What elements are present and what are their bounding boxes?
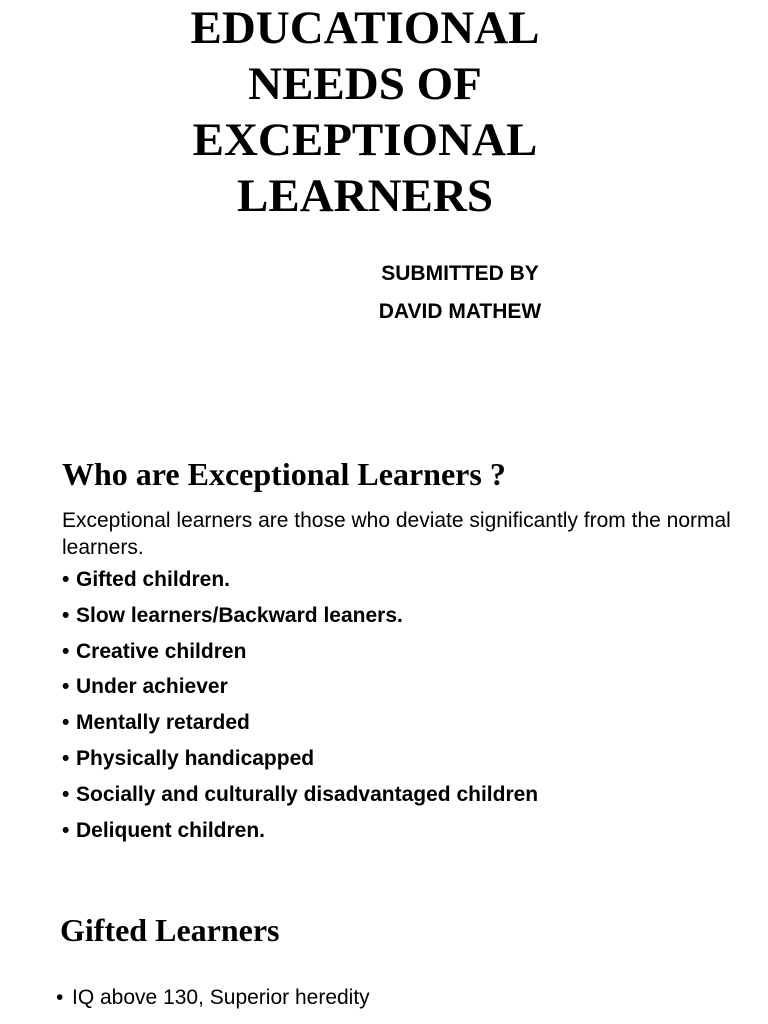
- list-item-text: Slow learners/Backward leaners.: [76, 603, 403, 627]
- submission-info: [330, 255, 590, 331]
- list-item-text: Creative children: [76, 639, 247, 663]
- bullet-icon: •: [62, 746, 70, 770]
- list-item: [62, 745, 538, 781]
- list-item-text: Under achiever: [76, 675, 228, 699]
- list-item-text: Gifted children.: [76, 568, 231, 591]
- list-item: [62, 602, 538, 638]
- bullet-icon: •: [62, 568, 70, 591]
- bullet-icon: •: [62, 603, 70, 627]
- bullet-icon: •: [62, 782, 70, 806]
- main-title: [140, 0, 590, 224]
- list-item: [62, 709, 538, 745]
- list-item-text: Socially and culturally disadvantaged children: [76, 782, 539, 806]
- list-item-text: Physically handicapped: [76, 746, 315, 770]
- list-item: [62, 638, 538, 674]
- bullet-icon: •: [62, 675, 70, 699]
- title-line: EDUCATIONAL: [190, 2, 540, 54]
- gifted-learners-list: [56, 984, 370, 1011]
- list-item-text: IQ above 130, Superior heredity: [72, 986, 370, 1009]
- list-item: [62, 817, 538, 853]
- list-item: [56, 984, 370, 1011]
- title-line: LEARNERS: [237, 170, 493, 222]
- list-item: [62, 673, 538, 709]
- intro-paragraph: Exceptional learners are those who deviate significantly from the normal learners.: [62, 509, 731, 559]
- section-heading-exceptional-learners: Who are Exceptional Learners ?: [62, 456, 506, 492]
- bullet-icon: •: [62, 639, 70, 663]
- list-item-text: Deliquent children.: [76, 818, 266, 842]
- submitted-label: SUBMITTED BY: [381, 262, 539, 285]
- bullet-icon: •: [62, 711, 70, 735]
- exceptional-learners-list: [62, 566, 538, 852]
- list-item: [62, 781, 538, 817]
- list-item-text: Mentally retarded: [76, 711, 250, 735]
- section-heading-gifted-learners: Gifted Learners: [60, 912, 280, 948]
- title-line: EXCEPTIONAL: [192, 114, 538, 166]
- bullet-icon: •: [62, 818, 70, 842]
- list-item: [62, 566, 538, 602]
- author-name: DAVID MATHEW: [378, 300, 542, 323]
- title-line: NEEDS OF: [248, 58, 482, 110]
- bullet-icon: •: [56, 986, 64, 1009]
